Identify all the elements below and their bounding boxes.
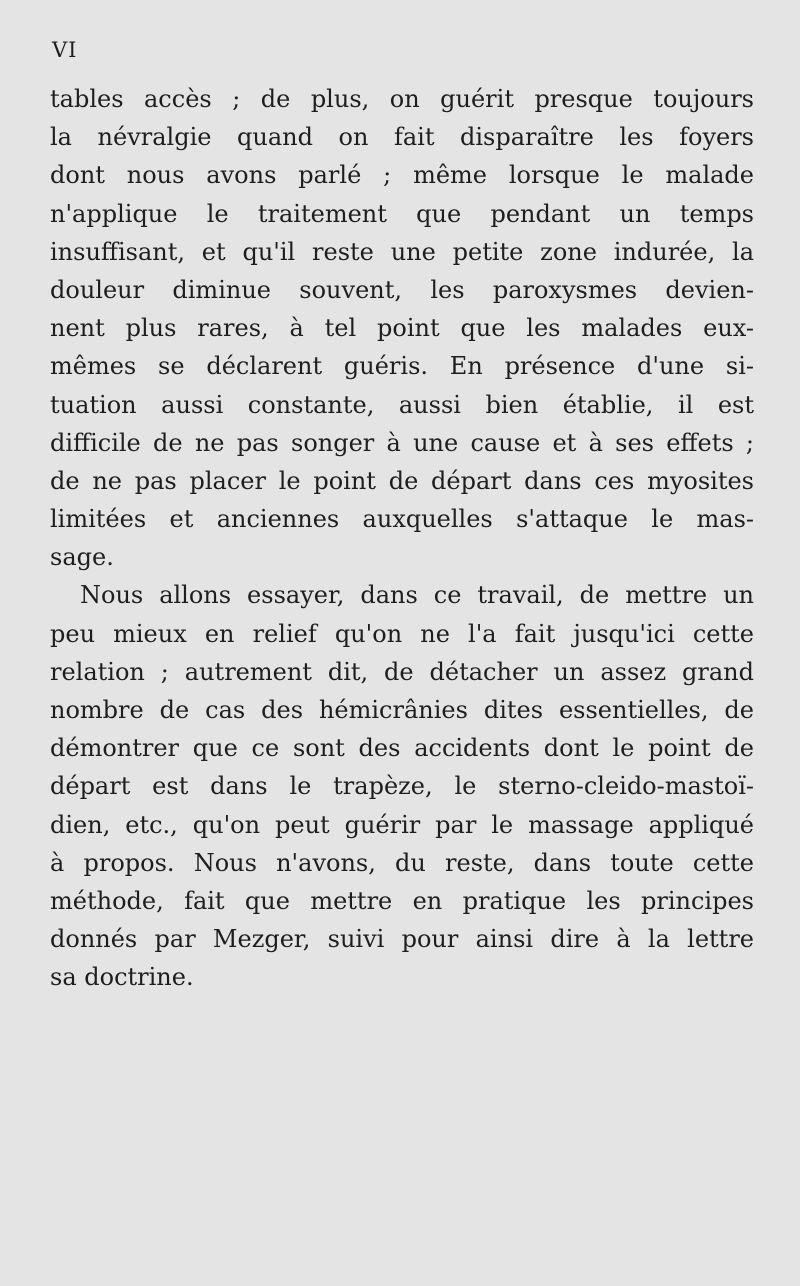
text-line: de ne pas placer le point de départ dans ces myosites [50, 466, 754, 495]
text-line: sa doctrine. [50, 963, 194, 992]
text-line: la névralgie quand on fait disparaître les foyers [50, 123, 754, 152]
text-line: dont nous avons parlé ; même lorsque le malade [50, 161, 754, 190]
text-line: n'applique le traitement que pendant un temps [50, 199, 754, 228]
text-line: insuffisant, et qu'il reste une petite zone indurée, la [50, 237, 754, 266]
text-line: mêmes se déclarent guéris. En présence d'une si- [50, 352, 754, 381]
text-line: tuation aussi constante, aussi bien établie, il est [50, 390, 754, 419]
body-text [50, 80, 754, 997]
text-line: tables accès ; de plus, on guérit presque toujours [50, 85, 754, 113]
text-line: à propos. Nous n'avons, du reste, dans toute cette [50, 848, 754, 877]
text-line: nombre de cas des hémicrânies dites essentielles, de [50, 696, 754, 724]
text-line: nent plus rares, à tel point que les malades eux- [50, 314, 754, 343]
text-line: douleur diminue souvent, les paroxysmes devien- [50, 275, 754, 304]
text-line: difficile de ne pas songer à une cause et à ses effets ; [50, 428, 754, 457]
text-line: sage. [50, 543, 114, 572]
text-line: démontrer que ce sont des accidents dont le point de [50, 734, 754, 763]
text-line: dien, etc., qu'on peut guérir par le massage appliqué [50, 810, 754, 839]
text-line: méthode, fait que mettre en pratique les principes [50, 886, 754, 915]
paragraph-1 [50, 80, 754, 576]
page-number: VI [52, 38, 78, 62]
text-line: Nous allons essayer, dans ce travail, de mettre un [80, 581, 754, 610]
paragraph-2 [50, 576, 754, 996]
text-line: relation ; autrement dit, de détacher un assez grand [50, 657, 754, 686]
text-line: limitées et anciennes auxquelles s'attaque le mas- [50, 505, 754, 534]
text-line: peu mieux en relief qu'on ne l'a fait jusqu'ici cette [50, 619, 754, 648]
text-line: donnés par Mezger, suivi pour ainsi dire à la lettre [50, 925, 754, 954]
text-line: départ est dans le trapèze, le sterno-cleido-mastoï- [50, 772, 754, 801]
